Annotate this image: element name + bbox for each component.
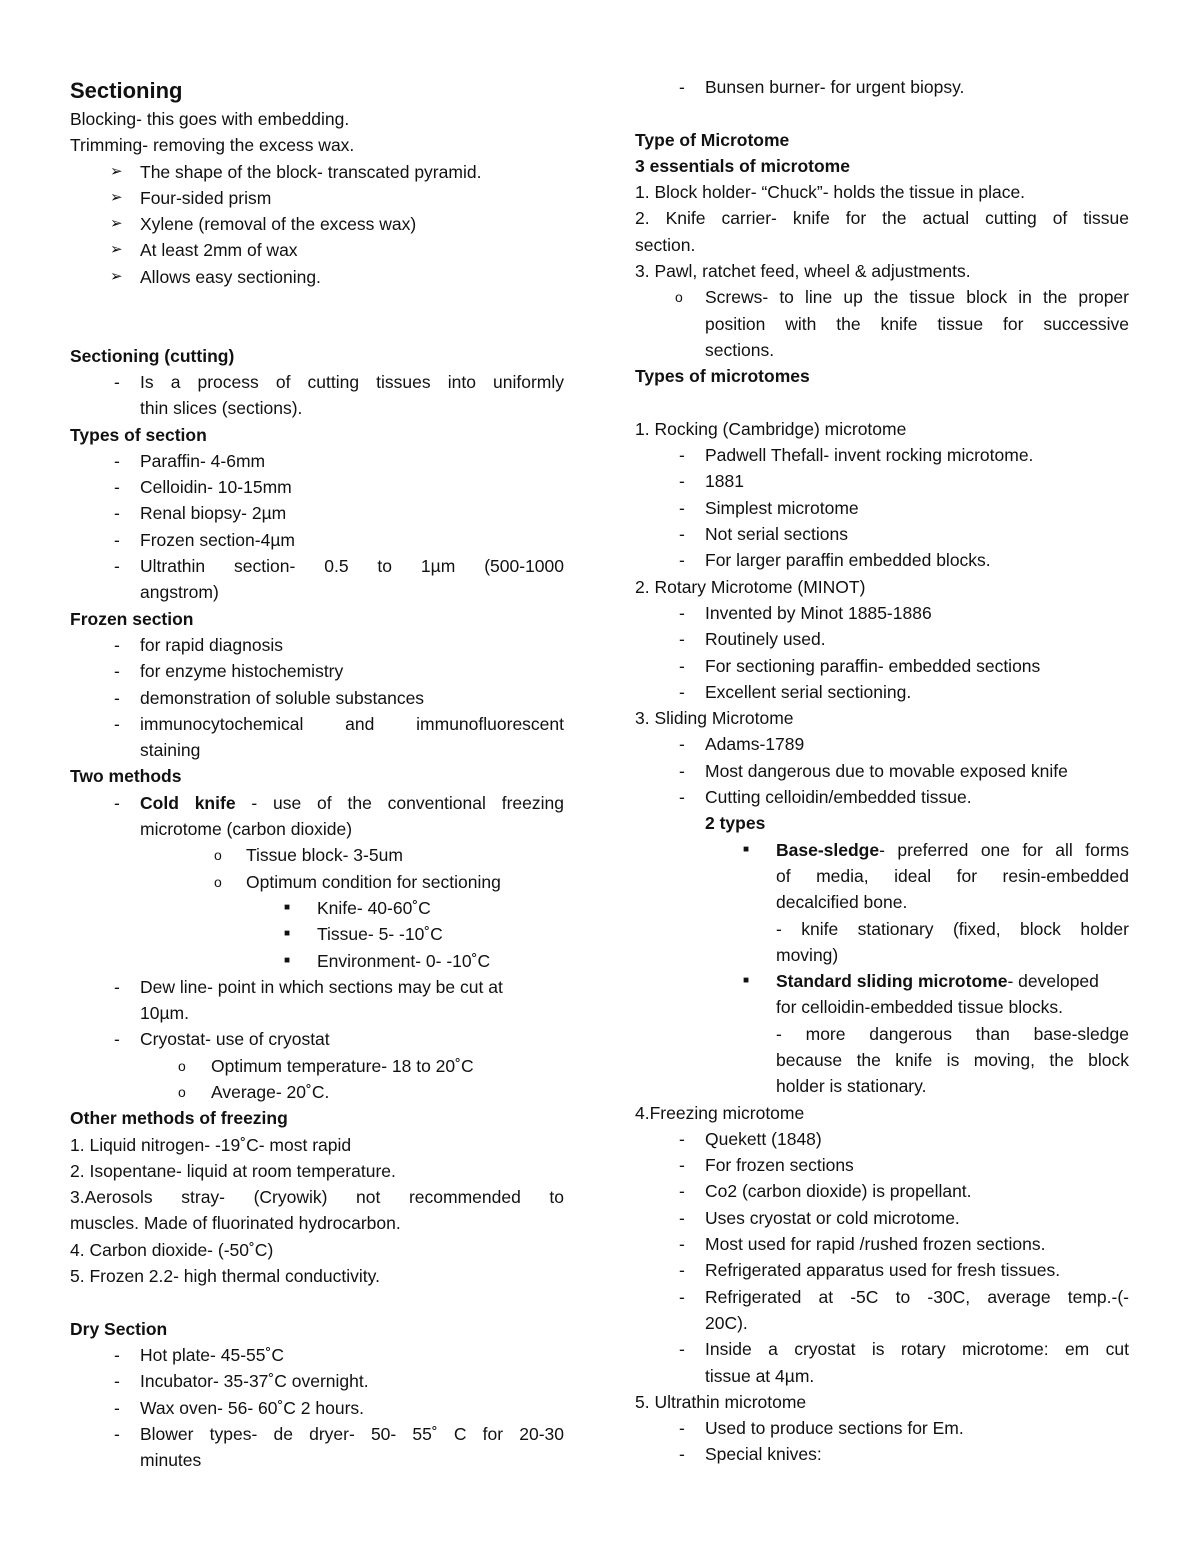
arrow-bullet-icon: ➢ <box>110 267 123 285</box>
numbered-line: 1. Liquid nitrogen- -19˚C- most rapid <box>70 1134 352 1155</box>
dash-bullet: - <box>679 655 685 676</box>
dash-bullet: - <box>114 792 120 813</box>
dash-bullet: - <box>679 445 685 466</box>
dash-bullet: - <box>114 450 120 471</box>
square-item: ■ Knife- 40-60˚C <box>70 895 564 921</box>
dash-item: - Inside a cryostat is rotary microtome: em cut <box>635 1336 1129 1362</box>
dash-bullet: - <box>114 1344 120 1365</box>
section-heading-dry: Dry Section <box>70 1318 168 1339</box>
dash-item: - Special knives: <box>635 1441 1129 1467</box>
dash-bullet: - <box>679 602 685 623</box>
continuation-line: sections. <box>705 339 775 360</box>
square-item: ■ Standard sliding microtome- developed <box>635 968 1129 994</box>
square-item: ■ Base-sledge- preferred one for all forms <box>635 837 1129 863</box>
numbered-line: 5. Ultrathin microtome <box>635 1391 807 1412</box>
dash-item: - Cutting celloidin/embedded tissue. <box>635 784 1129 810</box>
square-bullet-icon: ■ <box>284 928 291 940</box>
arrow-bullet-icon: ➢ <box>110 215 123 233</box>
dash-item: - Simplest microtome <box>635 495 1129 521</box>
dash-bullet: - <box>679 629 685 650</box>
circle-item: o Average- 20˚C. <box>70 1079 564 1105</box>
numbered-line: 1. Rocking (Cambridge) microtome <box>635 418 907 439</box>
dash-bullet: - <box>679 1260 685 1281</box>
section-heading-other-methods: Other methods of freezing <box>70 1108 288 1129</box>
dash-item: - Adams-1789 <box>635 731 1129 757</box>
circle-item: o Tissue block- 3-5um <box>70 842 564 868</box>
square-bullet-icon: ■ <box>743 975 750 987</box>
dash-item: - 1881 <box>635 468 1129 494</box>
continuation-line: holder is stationary. <box>776 1076 927 1097</box>
dash-item: - Celloidin- 10-15mm <box>70 474 564 500</box>
dash-item: - Frozen section-4µm <box>70 527 564 553</box>
dash-item: - Excellent serial sectioning. <box>635 679 1129 705</box>
dash-item: - Co2 (carbon dioxide) is propellant. <box>635 1178 1129 1204</box>
dash-item: - Incubator- 35-37˚C overnight. <box>70 1368 564 1394</box>
arrow-bullet-icon: ➢ <box>110 241 123 259</box>
numbered-line: 2. Isopentane- liquid at room temperature. <box>70 1160 396 1181</box>
continuation-line: 10µm. <box>140 1003 189 1024</box>
dash-bullet: - <box>679 1207 685 1228</box>
dash-bullet: - <box>679 1286 685 1307</box>
section-heading-types-microtomes: Types of microtomes <box>635 366 810 387</box>
dash-item: - demonstration of soluble substances <box>70 685 564 711</box>
dash-item: - for rapid diagnosis <box>70 632 564 658</box>
square-bullet-icon: ■ <box>284 954 291 966</box>
dash-bullet: - <box>679 681 685 702</box>
numbered-line: 2. Rotary Microtome (MINOT) <box>635 576 866 597</box>
dash-bullet: - <box>114 1397 120 1418</box>
numbered-line: 3.Aerosols stray- (Cryowik) not recommended to <box>70 1187 564 1208</box>
trim-item: ➢ The shape of the block- transcated pyramid. <box>70 159 564 185</box>
numbered-line: 3. Sliding Microtome <box>635 708 794 729</box>
dash-item: - Renal biopsy- 2µm <box>70 500 564 526</box>
dash-item: - Not serial sections <box>635 521 1129 547</box>
circle-bullet-icon: o <box>214 873 222 890</box>
continuation-line: angstrom) <box>140 582 219 603</box>
continuation-line: microtome (carbon dioxide) <box>140 819 353 840</box>
dash-bullet: - <box>679 524 685 545</box>
blocking-line: Blocking- this goes with embedding. <box>70 109 350 129</box>
dash-item: - Cryostat- use of cryostat <box>70 1026 564 1052</box>
dash-bullet: - <box>114 477 120 498</box>
dash-bullet: - <box>679 550 685 571</box>
dash-bullet: - <box>114 529 120 550</box>
dash-item: - for enzyme histochemistry <box>70 658 564 684</box>
dash-bullet: - <box>114 556 120 577</box>
dash-bullet: - <box>114 634 120 655</box>
continuation-line: - more dangerous than base-sledge <box>776 1023 1129 1044</box>
dash-item: - Blower types- de dryer- 50- 55˚ C for 20-30 <box>70 1421 564 1447</box>
continuation-line: because the knife is moving, the block <box>776 1049 1129 1070</box>
dash-item: - For frozen sections <box>635 1152 1129 1178</box>
subheading-two-types: 2 types <box>705 813 766 834</box>
section-heading-frozen: Frozen section <box>70 608 194 629</box>
dash-bullet: - <box>114 661 120 682</box>
dash-bullet: - <box>679 1339 685 1360</box>
dash-bullet: - <box>114 1371 120 1392</box>
section-heading-two-methods: Two methods <box>70 766 182 787</box>
dash-item: - Is a process of cutting tissues into uniformly <box>70 369 564 395</box>
dash-item: - Most dangerous due to movable exposed knife <box>635 758 1129 784</box>
right-column <box>635 74 1129 1468</box>
square-item: ■ Environment- 0- -10˚C <box>70 948 564 974</box>
dash-item: - Ultrathin section- 0.5 to 1µm (500-1000 <box>70 553 564 579</box>
dash-item: - Refrigerated at -5C to -30C, average temp.-(- <box>635 1284 1129 1310</box>
arrow-bullet-icon: ➢ <box>110 162 123 180</box>
arrow-bullet-icon: ➢ <box>110 188 123 206</box>
dash-bullet: - <box>679 787 685 808</box>
trim-item: ➢ Xylene (removal of the excess wax) <box>70 211 564 237</box>
numbered-line: 4. Carbon dioxide- (-50˚C) <box>70 1239 274 1260</box>
page-title: Sectioning <box>70 78 183 103</box>
continuation-line: moving) <box>776 944 839 965</box>
dash-bullet: - <box>114 503 120 524</box>
circle-item: o Optimum condition for sectioning <box>70 869 564 895</box>
trim-item: ➢ Allows easy sectioning. <box>70 264 564 290</box>
dash-bullet: - <box>114 976 120 997</box>
numbered-line: 1. Block holder- “Chuck”- holds the tissue in place. <box>635 182 1026 203</box>
numbered-line: 5. Frozen 2.2- high thermal conductivity. <box>70 1266 380 1287</box>
trim-item: ➢ At least 2mm of wax <box>70 237 564 263</box>
dash-bullet: - <box>679 471 685 492</box>
trimming-line: Trimming- removing the excess wax. <box>70 135 355 156</box>
dash-item: - Uses cryostat or cold microtome. <box>635 1205 1129 1231</box>
numbered-line: 2. Knife carrier- knife for the actual cutting of tissue <box>635 208 1129 229</box>
dash-bullet: - <box>679 77 685 97</box>
square-bullet-icon: ■ <box>743 843 750 855</box>
square-bullet-icon: ■ <box>284 901 291 913</box>
section-heading-types: Types of section <box>70 424 207 445</box>
dash-item: - Wax oven- 56- 60˚C 2 hours. <box>70 1395 564 1421</box>
dash-item: - Cold knife - use of the conventional freezing <box>70 790 564 816</box>
dash-bullet: - <box>114 687 120 708</box>
dash-bullet: - <box>114 371 120 392</box>
dash-item: - Most used for rapid /rushed frozen sections. <box>635 1231 1129 1257</box>
dash-item: - Used to produce sections for Em. <box>635 1415 1129 1441</box>
numbered-line: 4.Freezing microtome <box>635 1102 805 1123</box>
square-item: ■ Tissue- 5- -10˚C <box>70 921 564 947</box>
continuation-line: of media, ideal for resin-embedded <box>776 865 1129 886</box>
dash-bullet: - <box>679 497 685 518</box>
dash-bullet: - <box>679 1418 685 1439</box>
continuation-line: 20C). <box>705 1312 748 1333</box>
dash-item: - Padwell Thefall- invent rocking microtome. <box>635 442 1129 468</box>
circle-bullet-icon: o <box>178 1057 186 1074</box>
dash-item: - For sectioning paraffin- embedded sections <box>635 653 1129 679</box>
numbered-line: 3. Pawl, ratchet feed, wheel & adjustments. <box>635 261 971 282</box>
dash-bullet: - <box>114 1423 120 1444</box>
continuation-line: muscles. Made of fluorinated hydrocarbon. <box>70 1213 401 1234</box>
continuation-line: thin slices (sections). <box>140 398 303 419</box>
circle-bullet-icon: o <box>178 1083 186 1100</box>
dash-bullet: - <box>679 1128 685 1149</box>
dash-bullet: - <box>114 713 120 734</box>
dash-item: - Quekett (1848) <box>635 1126 1129 1152</box>
dash-bullet: - <box>679 1181 685 1202</box>
trim-item: ➢ Four-sided prism <box>70 185 564 211</box>
dash-bullet: - <box>679 734 685 755</box>
dash-bullet: - <box>114 1029 120 1050</box>
dash-bullet: - <box>679 1234 685 1255</box>
continuation-line: position with the knife tissue for successive <box>705 313 1129 334</box>
circle-item: o Optimum temperature- 18 to 20˚C <box>70 1053 564 1079</box>
dash-item: - Bunsen burner- for urgent biopsy. <box>635 74 1129 100</box>
continuation-line: section. <box>635 234 696 255</box>
circle-item: o Screws- to line up the tissue block in the proper <box>635 284 1129 310</box>
continuation-line: minutes <box>140 1450 202 1471</box>
dash-item: - Invented by Minot 1885-1886 <box>635 600 1129 626</box>
continuation-line: - knife stationary (fixed, block holder <box>776 918 1129 939</box>
dash-item: - immunocytochemical and immunofluorescent <box>70 711 564 737</box>
dash-item: - For larger paraffin embedded blocks. <box>635 547 1129 573</box>
circle-bullet-icon: o <box>675 289 683 306</box>
dash-item: - Routinely used. <box>635 626 1129 652</box>
continuation-line: decalcified bone. <box>776 892 908 913</box>
section-heading-sectioning: Sectioning (cutting) <box>70 345 235 366</box>
continuation-line: staining <box>140 740 201 761</box>
section-heading-type-microtome: Type of Microtome <box>635 129 790 150</box>
left-column <box>70 76 564 1473</box>
continuation-line: tissue at 4µm. <box>705 1365 815 1386</box>
dash-bullet: - <box>679 1444 685 1465</box>
dash-item: - Hot plate- 45-55˚C <box>70 1342 564 1368</box>
circle-bullet-icon: o <box>214 847 222 864</box>
dash-item: - Dew line- point in which sections may be cut at <box>70 974 564 1000</box>
dash-item: - Refrigerated apparatus used for fresh tissues. <box>635 1257 1129 1283</box>
dash-bullet: - <box>679 760 685 781</box>
dash-bullet: - <box>679 1155 685 1176</box>
section-heading-essentials: 3 essentials of microtome <box>635 155 850 176</box>
continuation-line: for celloidin-embedded tissue blocks. <box>776 997 1063 1018</box>
dash-item: - Paraffin- 4-6mm <box>70 448 564 474</box>
